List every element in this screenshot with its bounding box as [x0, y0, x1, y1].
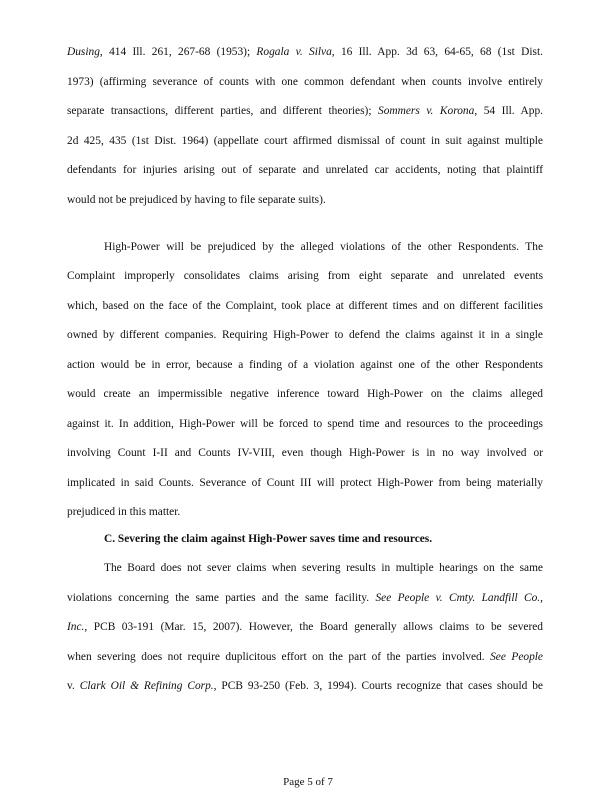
paragraph-3-line-3: Inc., PCB 03-191 (Mar. 15, 2007). However, the Board generally allows claims to be severed — [67, 621, 543, 633]
paragraph-2-line-10: prejudiced in this matter. — [67, 506, 181, 518]
paragraph-2-line-7: against it. In addition, High-Power will be forced to spend time and resources to the proceedings — [67, 418, 543, 430]
paragraph-3-line-2: violations concerning the same parties and the same facility. See People v. Cmty. Landfill Co., — [67, 592, 543, 604]
page-number: Page 5 of 7 — [283, 776, 333, 788]
paragraph-1-line-3: separate transactions, different parties, and different theories); Sommers v. Korona, 54 Ill. App. — [67, 105, 543, 117]
paragraph-2-line-3: which, based on the face of the Complaint, took place at different times and on different facilities — [67, 300, 543, 312]
paragraph-2-line-4: owned by different companies. Requiring High-Power to defend the claims against it in a single — [67, 329, 543, 341]
section-heading: C. Severing the claim against High-Power saves time and resources. — [104, 533, 433, 545]
paragraph-3-line-1: The Board does not sever claims when severing results in multiple hearings on the same — [104, 562, 543, 574]
paragraph-1-line-5: defendants for injuries arising out of separate and unrelated car accidents, noting that plaintiff — [67, 164, 543, 176]
paragraph-1-line-2: 1973) (affirming severance of counts with one common defendant when counts involve entirely — [67, 76, 543, 88]
paragraph-2-line-8: involving Count I-II and Counts IV-VIII, even though High-Power is in no way involved or — [67, 447, 543, 459]
paragraph-3-line-4: when severing does not require duplicitous effort on the part of the parties involved. See People — [67, 651, 543, 663]
paragraph-3-line-5: v. Clark Oil & Refining Corp., PCB 93-250 (Feb. 3, 1994). Courts recognize that cases should be — [67, 680, 543, 692]
paragraph-2-line-9: implicated in said Counts. Severance of Count III will protect High-Power from being materially — [67, 477, 543, 489]
paragraph-2-line-5: action would be in error, because a finding of a violation against one of the other Respondents — [67, 359, 543, 371]
paragraph-1-line-4: 2d 425, 435 (1st Dist. 1964) (appellate court affirmed dismissal of count in suit against multiple — [67, 135, 543, 147]
paragraph-1-line-1: Dusing, 414 Ill. 261, 267-68 (1953); Rogala v. Silva, 16 Ill. App. 3d 63, 64-65, 68 (1st Dist. — [67, 46, 543, 58]
paragraph-1-line-6: would not be prejudiced by having to file separate suits). — [67, 194, 326, 206]
paragraph-2-line-2: Complaint improperly consolidates claims arising from eight separate and unrelated events — [67, 270, 543, 282]
paragraph-2-line-1: High-Power will be prejudiced by the alleged violations of the other Respondents. The — [104, 241, 543, 253]
paragraph-2-line-6: would create an impermissible negative inference toward High-Power on the claims alleged — [67, 388, 543, 400]
